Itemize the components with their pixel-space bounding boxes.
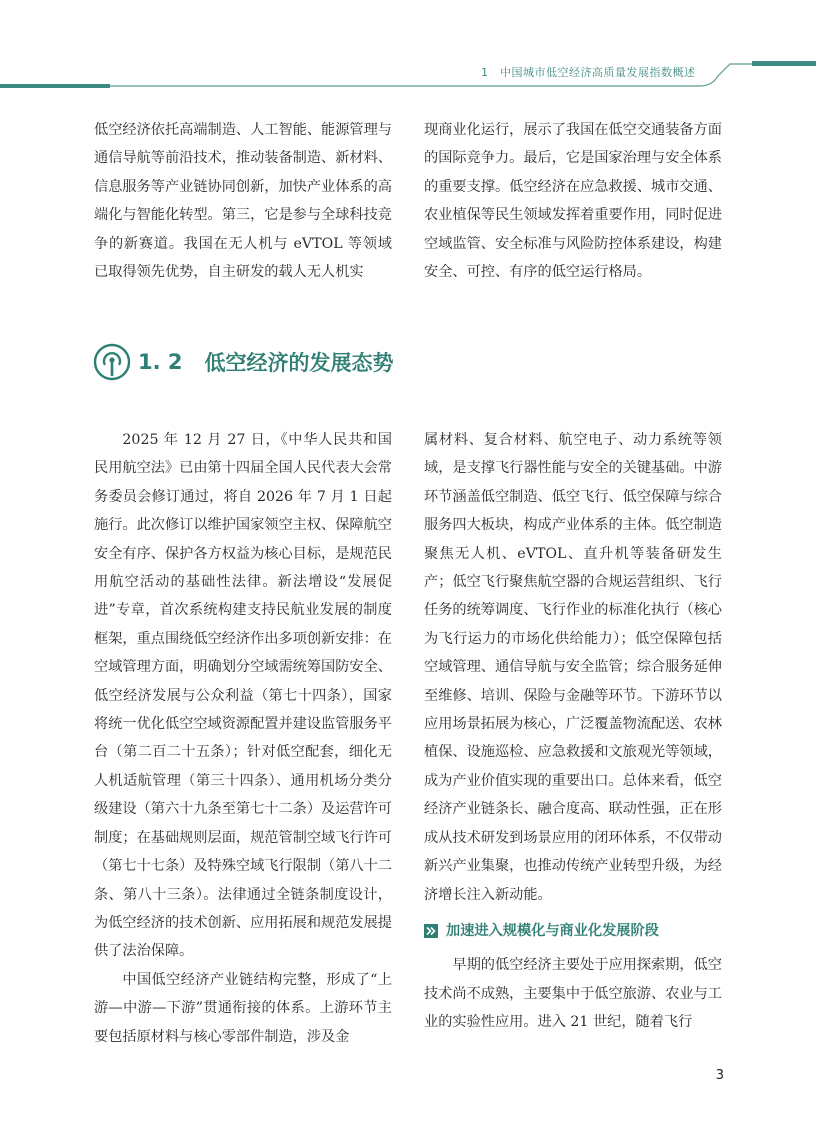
text-column-bottom-right xyxy=(424,426,722,1037)
running-header: 1 中国城市低空经济高质量发展指数概述 xyxy=(481,66,696,79)
subheading xyxy=(424,917,722,945)
text-column-top-left xyxy=(94,116,392,286)
paragraph: 早期的低空经济主要处于应用探索期，低空技术尚不成熟，主要集中于低空旅游、农业与工业的实验性应用。进入 21 世纪，随着飞行 xyxy=(424,957,722,1031)
text-column-bottom-left xyxy=(94,426,392,1051)
section-heading xyxy=(92,340,492,384)
subheading-text: 加速进入规模化与商业化发展阶段 xyxy=(446,922,659,939)
section-title: 低空经济的发展态势 xyxy=(204,351,394,375)
paragraph: 低空经济依托高端制造、人工智能、能源管理与通信导航等前沿技术，推动装备制造、新材料、信息服务等产业链协同创新，加快产业体系的高端化与智能化转型。第三，它是参与全球科技竞争的新赛道。我国在无人机与 eVTOL 等领域已取得领先优势，自主研发的载人无人机实 xyxy=(94,122,392,281)
paragraph: 2025 年 12 月 27 日，《中华人民共和国民用航空法》已由第十四届全国人民代表大会常务委员会修订通过，将自 2026 年 7 月 1 日起施行。此次修订以维护国家领空主权、保障航空安全有序、保护各方权益为核心目标，是规范民用航空活动的基础性法律。新法增设“发展促进”专章，首次系统构建支持民航业发展的制度框架，重点围绕低空经济作出多项创新安排：在空域管理方面，明确划分空域需统筹国防安全、低空经济发展与公众利益（第七十四条），国家将统一优化低空空域资源配置并建设监管服务平台（第二百二十五条）；针对低空配套，细化无人机适航管理（第三十四条）、通用机场分类分级建设（第六十九条至第七十二条）及运营许可制度；在基础规则层面，规范管制空域飞行许可（第七十七条）及特殊空域飞行限制（第八十二条、第八十三条）。法律通过全链条制度设计，为低空经济的技术创新、应用拓展和规范发展提供了法治保障。 xyxy=(94,432,392,960)
text-column-top-right xyxy=(424,116,722,286)
header-decoration xyxy=(0,0,816,100)
double-chevron-right-icon xyxy=(424,924,438,938)
section-number: 1. 2 xyxy=(138,350,183,374)
page-number: 3 xyxy=(715,1068,724,1083)
paragraph: 现商业化运行，展示了我国在低空交通装备方面的国际竞争力。最后，它是国家治理与安全体系的重要支撑。低空经济在应急救援、城市交通、农业植保等民生领域发挥着重要作用，同时促进空域监管、安全标准与风险防控体系建设，构建安全、可控、有序的低空运行格局。 xyxy=(424,122,722,281)
signal-tower-icon xyxy=(92,342,132,382)
paragraph: 属材料、复合材料、航空电子、动力系统等领域，是支撑飞行器性能与安全的关键基础。中游环节涵盖低空制造、低空飞行、低空保障与综合服务四大板块，构成产业体系的主体。低空制造聚焦无人机、eVTOL、直升机等装备研发生产；低空飞行聚焦航空器的合规运营组织、飞行任务的统筹调度、飞行作业的标准化执行（核心为飞行运力的市场化供给能力）；低空保障包括空域管理、通信导航与安全监管；综合服务延伸至维修、培训、保险与金融等环节。下游环节以应用场景拓展为核心，广泛覆盖物流配送、农林植保、设施巡检、应急救援和文旅观光等领域，成为产业价值实现的重要出口。总体来看，低空经济产业链条长、融合度高、联动性强，正在形成从技术研发到场景应用的闭环体系，不仅带动新兴产业集聚，也推动传统产业转型升级，为经济增长注入新动能。 xyxy=(424,432,722,903)
paragraph: 中国低空经济产业链结构完整，形成了“上游—中游—下游”贯通衔接的体系。上游环节主要包括原材料与核心零部件制造，涉及金 xyxy=(94,971,392,1045)
